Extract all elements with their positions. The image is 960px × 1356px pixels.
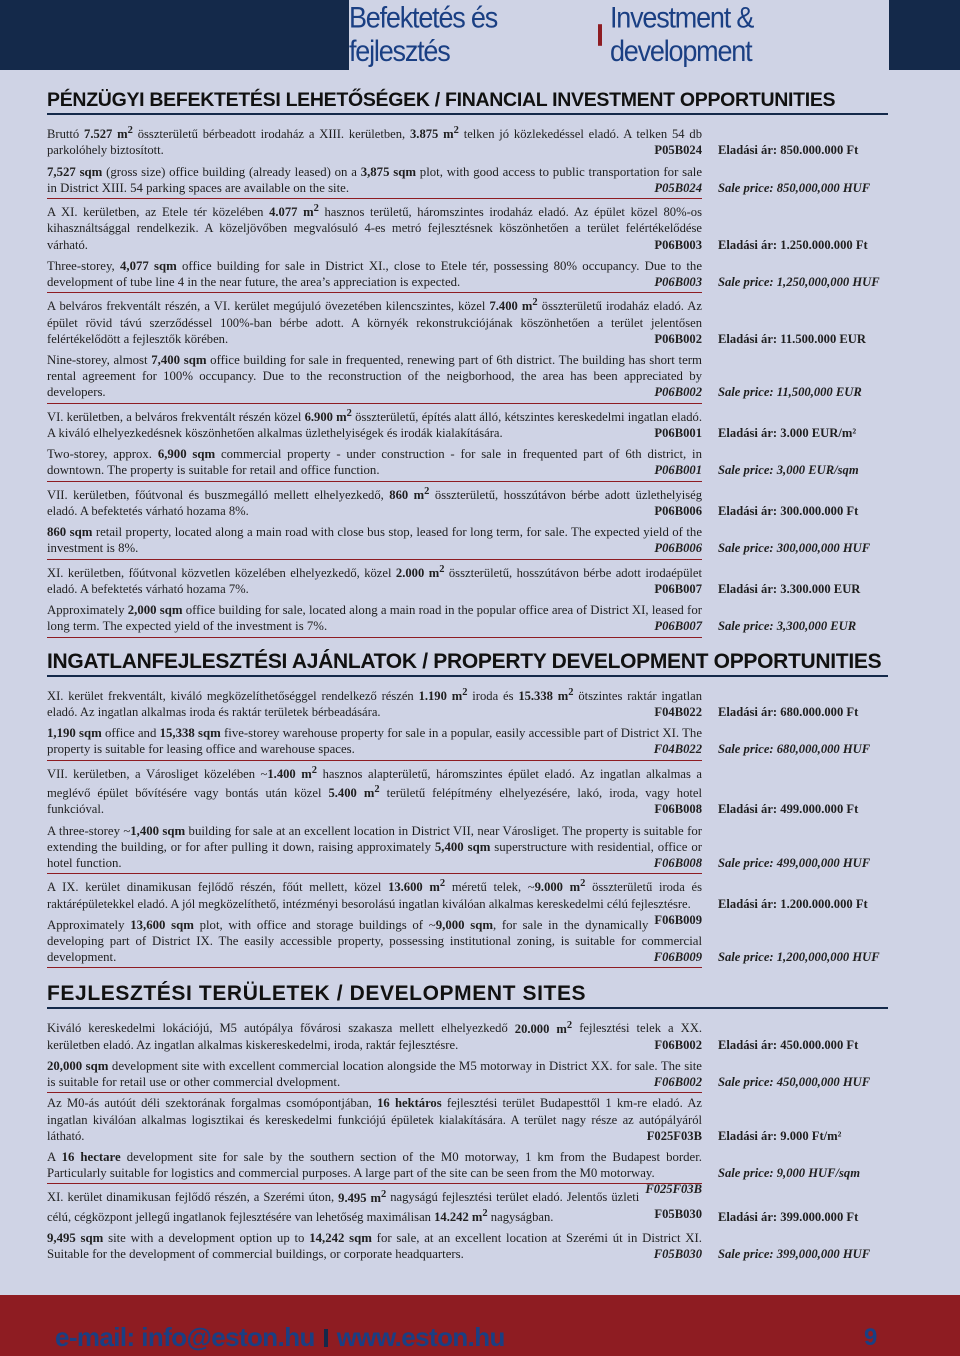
listing	[47, 1184, 871, 1264]
section-title: FEJLESZTÉSI TERÜLETEK / DEVELOPMENT SITES	[47, 982, 888, 1009]
header-corner-right	[889, 0, 960, 70]
listing-code: P06B006	[654, 504, 702, 518]
listing-en-row	[47, 446, 859, 478]
listing-text: A three-storey ~1,400 sqm building for sale at an excellent location in District VII, near Városliget. The property is suitable for extending the building, or for after pulling it down, raising approximately 5,400 sqm superstructure with residential, office or hotel function.	[47, 823, 703, 870]
listing-code: P06B007	[654, 619, 702, 634]
listing-en-description	[47, 602, 702, 634]
listing-en-description	[47, 258, 702, 290]
listing-en-description	[47, 823, 702, 872]
listing-hu-description	[47, 406, 702, 442]
listing-hu-row	[47, 1186, 859, 1225]
listing-text: VII. kerületben, főútvonal és buszmegálló mellett elhelyezkedő, 860 $m^2$ összterületű, hosszútávon bérbe adott üzlethelyiség eladó. A befektetés várható hozama 8%.	[47, 485, 702, 518]
listing	[47, 121, 871, 199]
listing-text: XI. kerületben, főútvonal közvetlen közelében elhelyezkedő, közel 2.000 $m^2$ összterületű, hosszútávon bérbe adott irodaépület eladó. A befektetés várható hozama 7%.	[47, 563, 702, 596]
listing-hu-description	[47, 685, 702, 721]
listing-en-description	[47, 524, 702, 556]
listing	[47, 1015, 871, 1093]
listing-code: P06B002	[654, 385, 702, 400]
listing-text: Bruttó 7.527 $m^2$ összterületű bérbeadott irodaház a XIII. kerületben, 3.875 $m^2$ telken jó közlekedéssel eladó. A telken 54 db parkolóhely biztosított.	[47, 125, 703, 158]
listing	[47, 874, 880, 968]
listing-text: Approximately 2,000 sqm office building for sale, located along a main road in the popular office area of District XI, leased for long term. The expected yield of the investment is 7%.	[47, 603, 702, 634]
page-number: 9	[864, 1324, 878, 1351]
listing-hu-description	[47, 562, 702, 598]
listing-hu-row	[47, 484, 859, 520]
listing-text: Three-storey, 4,077 sqm office building for sale in District XI., close to Etele tér, possessing 80% occupancy. Due to the development of tube line 4 in the near future, the area’s appreciation is expected.	[47, 258, 703, 289]
listing-text: 7,527 sqm (gross size) office building (already leased) on a 3,875 sqm plot, with good access to public transportation for sale in District XIII. 54 parking spaces are available on the site.	[47, 164, 703, 195]
listing-price: Sale price: 499,000,000 HUF	[718, 856, 871, 870]
listing-en-description	[47, 1230, 702, 1262]
listing-code: P06B003	[654, 275, 702, 289]
listing-price: Sale price: 1,250,000,000 HUF	[718, 275, 880, 289]
listing-code: F04B022	[653, 742, 702, 757]
listing	[47, 683, 871, 761]
listing-en-row	[47, 258, 880, 290]
listing-price: Sale price: 399,000,000 HUF	[718, 1247, 871, 1262]
listing-text: VII. kerületben, a Városliget közelében ~1.400 $m^2$ hasznos alapterületű, háromszintes épület eladó. Az ingatlan alkalmas a meglévő épület bővítésére vagy bontás után közel 5.400 $m^2$ területű felépítmény elhelyezésére, lakó, iroda, vagy hotel funkcióval.	[47, 764, 702, 817]
listing-code: F06B009	[653, 950, 702, 965]
footer-contact	[55, 1322, 505, 1353]
listing-en-row	[47, 1058, 871, 1090]
section-title: PÉNZÜGYI BEFEKTETÉSI LEHETŐSÉGEK / FINANCIAL INVESTMENT OPPORTUNITIES	[47, 88, 888, 115]
listing-hu-description	[47, 201, 702, 253]
header-corner-left	[0, 0, 349, 70]
listing-price: Sale price: 3,300,000 EUR	[718, 619, 857, 634]
listing-en-description	[47, 352, 702, 401]
listing-price: Eladási ár: 450.000.000 Ft	[718, 1037, 859, 1052]
listing-text: 9,495 sqm site with a development option up to 14,242 sqm for sale, at an excellent location at Szerémi út in District XI. Suitable for the development of commercial buildings, or corporate headquarters.	[47, 1231, 702, 1262]
header-title-en: Investment & development	[609, 1, 754, 68]
listing-hu-description	[47, 1017, 702, 1053]
listing-hu-description	[47, 763, 702, 818]
listing-price: Sale price: 850,000,000 HUF	[718, 180, 871, 195]
listing-hu-description	[47, 876, 703, 927]
listing-code: P06B001	[654, 463, 702, 478]
listing	[47, 199, 880, 293]
listing-price: Sale price: 9,000 HUF/sqm	[718, 1166, 861, 1181]
listing-hu-row	[47, 201, 868, 253]
listing-text: XI. kerület dinamikusan fejlődő részén, a Szerémi úton, 9.495 $m^2$ nagyságú fejlesztési terület eladó. Jelentős üzleti célú, cégközpont jellegű ingatlanok fejlesztésére van lehetőség maximálisan 14.242 $m^2$ nagyságban.	[47, 1188, 640, 1224]
listing-code: F04B022	[654, 705, 702, 719]
listing-hu-row	[47, 123, 859, 159]
listing-text: Kiváló kereskedelmi lokációjú, M5 autópálya fővárosi szakasza mellett elhelyezkedő 20.000 $m^2$ fejlesztési telek a XX. kerületben eladó. Az ingatlan alkalmas kiskereskedelmi, iroda, raktár fejlesztésre.	[47, 1019, 702, 1052]
listings-content	[47, 88, 907, 1265]
listing-hu-description	[47, 1095, 702, 1144]
listing-text: XI. kerület frekventált, kiváló megközelíthetőséggel rendelkező részén 1.190 $m^2$ iroda és 15.338 $m^2$ ötszintes raktár ingatlan eladó. Az ingatlan alkalmas iroda és raktár területek bérbeadására.	[47, 686, 702, 719]
listing-en-description	[47, 1149, 702, 1197]
listing-code: F025F03B	[645, 1182, 702, 1197]
listing-code: F05B030	[654, 1206, 702, 1221]
listing-en-description	[47, 164, 702, 196]
listing-price: Sale price: 450,000,000 HUF	[718, 1075, 871, 1090]
listing-price: Eladási ár: 399.000.000 Ft	[718, 1210, 859, 1224]
listing-en-description	[47, 1058, 702, 1090]
listing-hu-row	[47, 763, 859, 818]
footer-email-link[interactable]: e-mail: info@eston.hu	[55, 1322, 315, 1352]
listing	[47, 404, 859, 482]
footer-website-link[interactable]: www.eston.hu	[336, 1322, 505, 1352]
listing-text: 20,000 sqm development site with excellent commercial location alongside the M5 motorway in District XX. for sale. The site is suitable for retail use or other commercial dvelopment.	[47, 1059, 702, 1090]
listing-text: 860 sqm retail property, located along a main road with close bus stop, leased for long term, for sale. The expected yield of the investment is 8%.	[47, 525, 702, 556]
footer-separator	[324, 1329, 328, 1347]
listing-price: Sale price: 680,000,000 HUF	[718, 742, 871, 757]
listing-en-row	[47, 823, 871, 872]
listing-text: 1,190 sqm office and 15,338 sqm five-storey warehouse property for sale in a popular, easily accessible part of District XI. The property is suitable for leasing office and warehouse spaces.	[47, 726, 702, 757]
listing-hu-description	[47, 1186, 702, 1225]
listing-hu-row	[47, 1095, 842, 1144]
listing-code: P06B003	[654, 237, 702, 252]
header-title	[349, 0, 889, 73]
listing-en-row	[47, 164, 871, 196]
listing	[47, 560, 861, 638]
listing-code: F06B002	[654, 1037, 702, 1052]
listing-price: Eladási ár: 3.300.000 EUR	[718, 582, 861, 596]
listing-code: P06B007	[654, 582, 702, 596]
listing-hu-description	[47, 484, 702, 520]
listing-hu-row	[47, 685, 859, 721]
listing-en-row	[47, 1149, 861, 1197]
listing-text: A belváros frekventált részén, a VI. kerület megújuló övezetében kilencszintes, közel 7.400 $m^2$ összterületű irodaház eladó. Az épület rövid távú szerződéssel 100%-ban bérbe adott. A környék rekonstrukciójának köszönhetően a terület jelentősen felértékelődött a fejlesztők körében.	[47, 297, 702, 346]
header-title-hu: Befektetés és fejlesztés	[349, 1, 497, 68]
listing-price: Eladási ár: 11.500.000 EUR	[718, 331, 866, 346]
listing	[47, 761, 871, 875]
listing-text: Two-storey, approx. 6,900 sqm commercial property - under construction - for sale in frequented part of 6th district, in downtown. The property is suitable for retail and office function.	[47, 447, 702, 478]
listing-price: Eladási ár: 300.000.000 Ft	[718, 504, 859, 518]
listing-price: Sale price: 3,000 EUR/sqm	[718, 463, 859, 478]
listing-text: Az M0-ás autóút déli szektorának forgalmas csomópontjában, 16 hektáros fejlesztési terület Budapesttől 1 km-re eladó. Az ingatlan kiválóan alkalmas logisztikai és kereskedelmi funkciójú épületek kialakítására. A terület nagy része az autópályáról látható.	[47, 1096, 702, 1143]
listing-en-row	[47, 1230, 871, 1262]
listing-hu-row	[47, 1017, 859, 1053]
listing-code: P06B001	[654, 426, 702, 440]
listing	[47, 293, 866, 403]
listing-price: Sale price: 300,000,000 HUF	[718, 541, 871, 556]
listing-code: F06B002	[653, 1075, 702, 1090]
listing-en-row	[47, 602, 857, 634]
listing-code: F05B030	[653, 1247, 702, 1262]
listing-en-row	[47, 524, 871, 556]
listing-en-description	[47, 725, 702, 757]
section-title: INGATLANFEJLESZTÉSI AJÁNLATOK / PROPERTY DEVELOPMENT OPPORTUNITIES	[47, 650, 888, 677]
listing-code: P05B024	[654, 180, 702, 195]
listing-hu-row	[47, 295, 866, 347]
listing-price: Eladási ár: 850.000.000 Ft	[718, 143, 859, 158]
listing	[47, 482, 871, 560]
listing-hu-row	[47, 406, 857, 442]
listing-code: F06B009	[654, 912, 702, 927]
listing-text: VI. kerületben, a belváros frekventált részén közel 6.900 $m^2$ összterületű, építés alatt álló, kétszintes kereskedelmi ingatlan eladó. A kiváló elhelyezkedésnek köszönhetően alkalmas üzlethelyiségek és irodák kialakítására.	[47, 407, 702, 440]
listing-code: F06B008	[654, 802, 702, 817]
listing-en-row	[47, 917, 880, 966]
listing-en-description	[47, 917, 702, 966]
listing-text: A IX. kerület dinamikusan fejlődő részén, főút mellett, közel 13.600 $m^2$ méretű telek, ~9.000 $m^2$ összterületű iroda és raktárépületekkel eladó. A jól megközelíthető, intézményi besorolású ingatlan kiválóan alkalmas kereskedelmi célú fejlesztésre.	[47, 878, 703, 911]
listing-price: Eladási ár: 9.000 Ft/m²	[718, 1128, 842, 1143]
listing	[47, 1093, 861, 1197]
listing-code: F025F03B	[646, 1128, 702, 1143]
listing-en-row	[47, 725, 871, 757]
listing-hu-row	[47, 876, 868, 927]
listing-price: Eladási ár: 1.200.000.000 Ft	[718, 896, 868, 911]
listing-hu-row	[47, 562, 861, 598]
listing-text: A XI. kerületben, az Etele tér közelében 4.077 $m^2$ hasznos területű, háromszintes irodaház eladó. Az épület közel 80%-os kihasználtsággal rendelkezik. A közeljövőben megvalósuló 4-es metró fejlesztésnek köszönhetően a terület felértékelődése várható.	[47, 203, 702, 252]
listing-en-description	[47, 446, 702, 478]
listing-price: Eladási ár: 680.000.000 Ft	[718, 705, 859, 719]
listing-price: Sale price: 1,200,000,000 HUF	[718, 950, 880, 965]
listing-code: P06B002	[654, 331, 702, 346]
listing-price: Sale price: 11,500,000 EUR	[718, 385, 862, 400]
listing-text: Nine-storey, almost 7,400 sqm office building for sale in frequented, renewing part of 6th district. The building has short term rental agreement for 100% occupancy. Due to the reconstruction of the neigborhood, the area has been appreciated by developers.	[47, 353, 702, 400]
listing-price: Eladási ár: 499.000.000 Ft	[718, 802, 859, 817]
listing-code: F06B008	[653, 856, 702, 870]
listing-hu-description	[47, 123, 702, 159]
listing-code: P05B024	[654, 143, 702, 158]
listing-hu-description	[47, 295, 702, 347]
listing-price: Eladási ár: 3.000 EUR/m²	[718, 426, 857, 440]
listing-code: P06B006	[654, 541, 702, 556]
listing-en-row	[47, 352, 862, 401]
listing-price: Eladási ár: 1.250.000.000 Ft	[718, 237, 868, 252]
listing-text: Approximately 13,600 sqm plot, with office and storage buildings of ~9,000 sqm, for sale in the dynamically developing part of District IX. The easily accessible property, possessing institutional zoning, is suitable for commercial development.	[47, 917, 702, 965]
listing-text: A 16 hectare development site for sale by the southern section of the M0 motorway, 1 km from the Budapest border. Particularly suitable for logistics and commercial purposes. A large part of the site can be seen from the M0 motorway.	[47, 1150, 702, 1181]
header-separator	[598, 24, 602, 46]
